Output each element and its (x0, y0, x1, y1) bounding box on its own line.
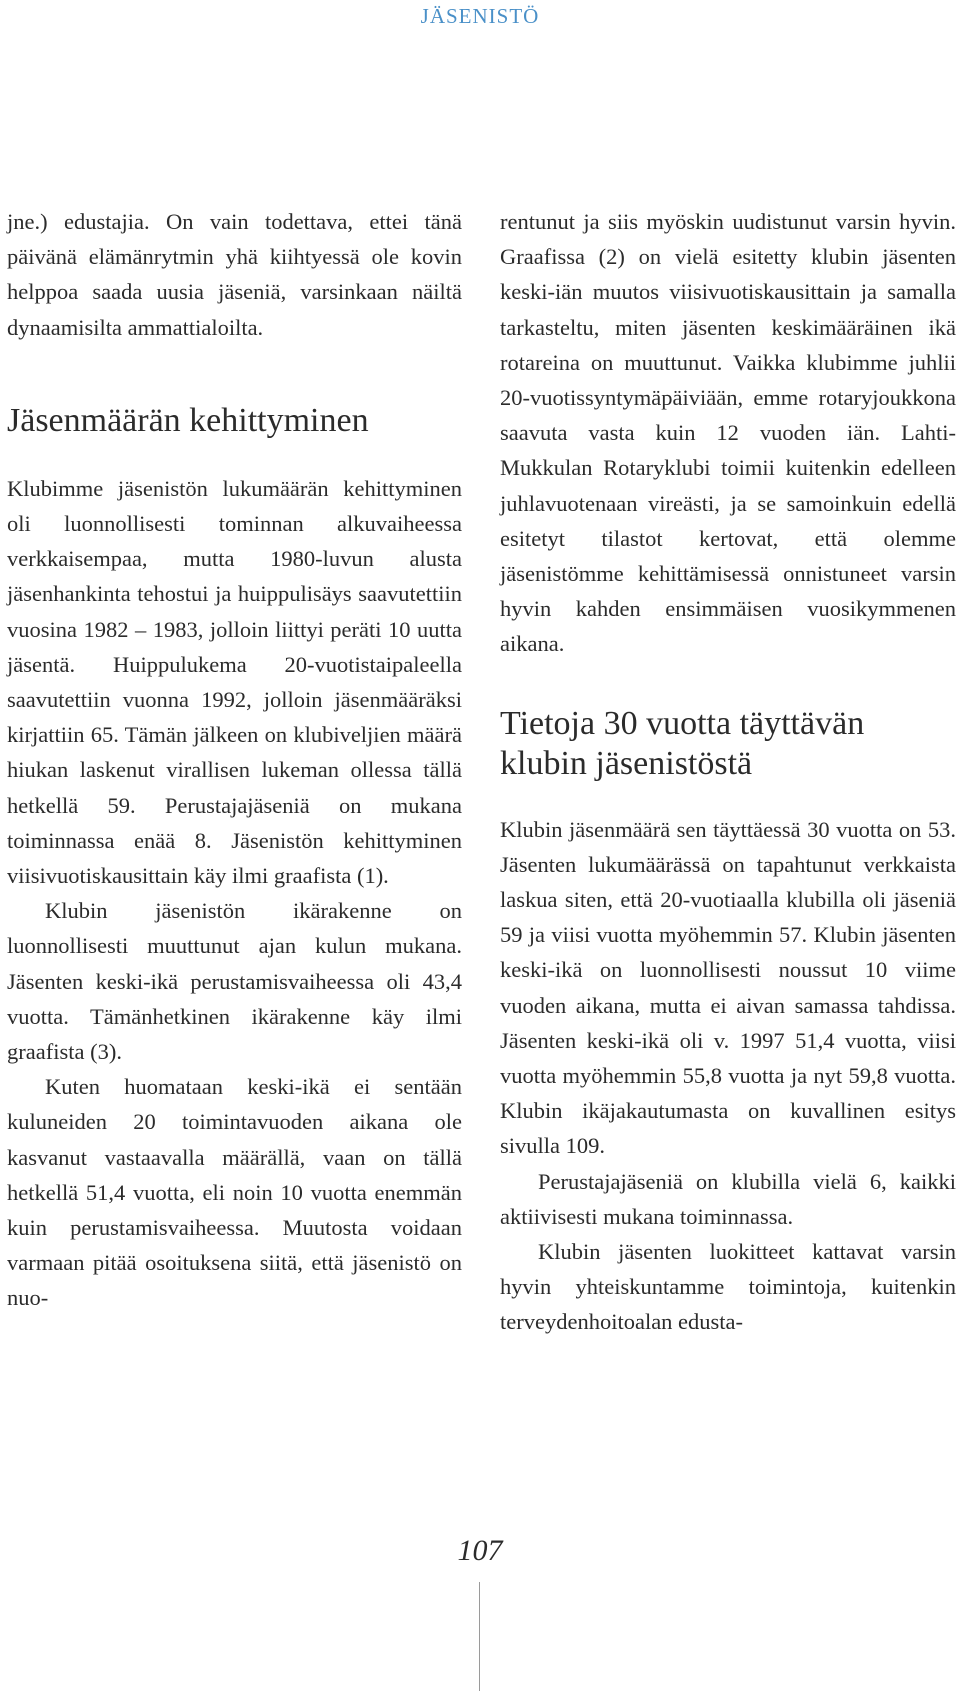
body-paragraph: Klubin jäsenmäärä sen täyttäessä 30 vuotta on 53. Jäsenten lukumäärässä on tapahtunut verkkaista laskua siten, että 20-vuotiaalla klubilla oli jäseniä 59 ja viisi vuotta myöhemmin 57. Klubin jäsenten keski-ikä on luonnollisesti noussut 10 viime vuoden aikana, mutta ei aivan samassa tahdissa. Jäsenten keski-ikä oli v. 1997 51,4 vuotta, viisi vuotta myöhemmin 55,8 vuotta ja nyt 59,8 vuotta. Klubin ikäjakautumasta on kuvallinen esitys sivulla 109. (500, 816, 956, 1159)
right-column (500, 204, 956, 1340)
section-heading-30-year-membership: Tietoja 30 vuotta täyttävän klubin jäsenistöstä (500, 704, 865, 782)
running-header: JÄSENISTÖ (420, 4, 540, 28)
body-paragraph: Perustajajäseniä on klubilla vielä 6, kaikki aktiivisesti mukana toiminnassa. (500, 1168, 956, 1229)
continued-paragraph: rentunut ja siis myöskin uudistunut varsin hyvin. Graafissa (2) on vielä esitetty klubin jäsenten keski-iän muutos viisivuotiskausittain ja samalla tarkasteltu, miten jäsenten keskimääräinen ikä rotareina on muuttunut. Vaikka klubimme juhlii 20-vuotissyntymäpäiviään, emme rotaryjoukkona saavuta vasta kuin 12 vuoden iän. Lahti-Mukkulan Rotaryklubi toimii kuitenkin edelleen juhlavuotenaan vireästi, ja se samoinkuin edellä esitetyt tilastot kertovat, että olemme jäsenistömme kehittämisessä onnistuneet varsin hyvin kahden ensimmäisen vuosikymmenen aikana. (500, 209, 956, 657)
page-number-rule (479, 1582, 480, 1691)
section-heading-membership-development: Jäsenmäärän kehittyminen (7, 401, 369, 439)
page-number: 107 (457, 1534, 503, 1567)
body-paragraph: Klubin jäsenistön ikärakenne on luonnollisesti muuttunut ajan kulun mukana. Jäsenten keski-ikä perustamisvaiheessa oli 43,4 vuotta. Tämänhetkinen ikärakenne käy ilmi graafista (3). (7, 898, 462, 1065)
left-column (7, 204, 462, 1316)
body-paragraph: Klubin jäsenten luokitteet kattavat varsin hyvin yhteiskuntamme toimintoja, kuitenkin terveydenhoitoalan edusta- (500, 1239, 956, 1335)
body-paragraph: Kuten huomataan keski-ikä ei sentään kuluneiden 20 toimintavuoden aikana ole kasvanut vastaavalla määrällä, vaan on tällä hetkellä 51,4 vuotta, eli noin 10 vuotta enemmän kuin perustamisvaiheessa. Muutosta voidaan varmaan pitää osoituksena siitä, että jäsenistö on nuo- (7, 1074, 462, 1311)
intro-paragraph: jne.) edustajia. On vain todettava, ettei tänä päivänä elämänrytmin yhä kiihtyessä ole kovin helppoa saada uusia jäseniä, varsinkaan näiltä dynaamisilta ammattialoilta. (7, 209, 462, 340)
body-paragraph: Klubimme jäsenistön lukumäärän kehittyminen oli luonnollisesti tominnan alkuvaiheessa verkkaisempaa, mutta 1980-luvun alusta jäsenhankinta tehostui ja huippulisäys saavutettiin vuosina 1982 – 1983, jolloin liittyi peräti 10 uutta jäsentä. Huippulukema 20-vuotistaipaleella saavutettiin vuonna 1992, jolloin jäsenmääräksi kirjattiin 65. Tämän jälkeen on klubiveljien määrä hiukan laskenut virallisen lukeman ollessa tällä hetkellä 59. Perustajajäseniä on mukana toiminnassa enää 8. Jäsenistön kehittyminen viisivuotiskausittain käy ilmi graafista (1). (7, 475, 462, 889)
